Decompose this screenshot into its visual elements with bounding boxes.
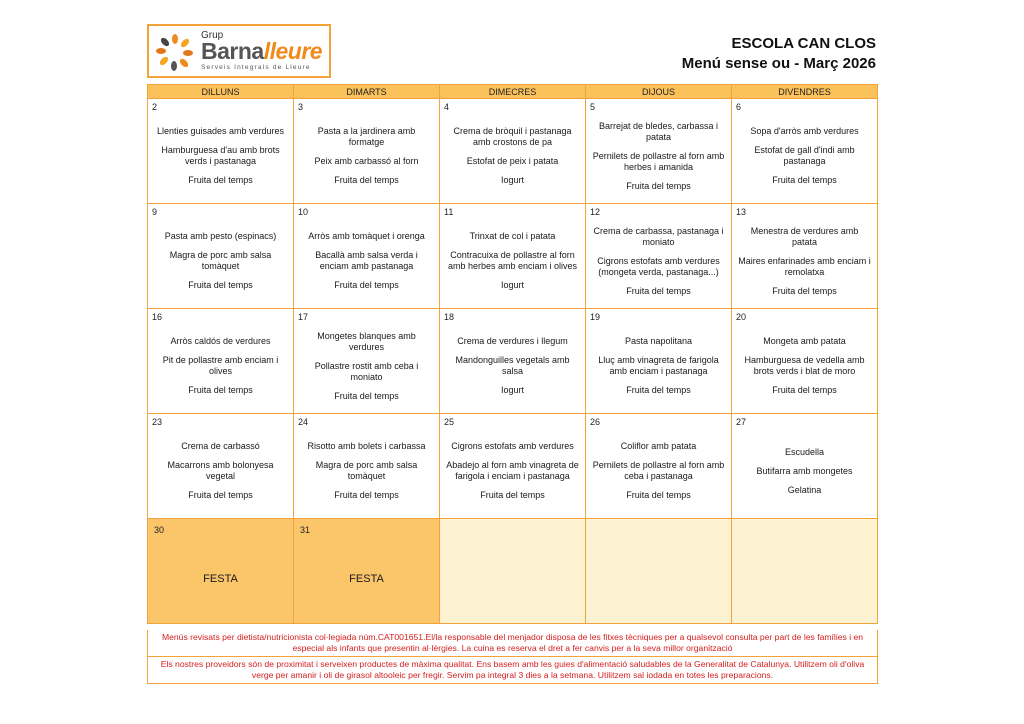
day-number: 27 bbox=[736, 417, 747, 427]
day-number: 17 bbox=[298, 312, 309, 322]
dish-item: Fruita del temps bbox=[772, 285, 837, 296]
dish-list bbox=[446, 428, 579, 514]
weekday-header: DIVENDRES bbox=[732, 85, 878, 99]
dish-item: Pollastre rostit amb ceba i moniato bbox=[314, 360, 419, 382]
day-cell bbox=[294, 204, 440, 309]
week-row bbox=[148, 99, 878, 204]
day-number: 9 bbox=[152, 207, 158, 217]
dish-item: Fruita del temps bbox=[188, 175, 253, 185]
day-number: 10 bbox=[298, 207, 309, 217]
dish-item: Abadejo al forn amb vinagreta de farigola i enciam i pastanaga bbox=[446, 460, 579, 481]
dish-item: Fruita del temps bbox=[188, 490, 253, 500]
day-cell bbox=[586, 519, 732, 624]
weekday-header: DILLUNS bbox=[148, 85, 294, 99]
dish-list bbox=[592, 428, 725, 514]
dish-list bbox=[300, 428, 433, 514]
day-number: 31 bbox=[300, 525, 311, 535]
dish-list bbox=[154, 113, 287, 199]
dish-list bbox=[154, 428, 287, 514]
dish-item: Pernilets de pollastre al forn amb herbes i amanida bbox=[592, 150, 725, 172]
day-cell bbox=[732, 519, 878, 624]
dish-item: Iogurt bbox=[500, 175, 524, 185]
weekday-header: DIMARTS bbox=[294, 85, 440, 99]
dish-list bbox=[738, 323, 871, 409]
day-cell bbox=[440, 204, 586, 309]
dish-item: Macarrons amb bolonyesa vegetal bbox=[167, 460, 274, 481]
week-row bbox=[148, 519, 878, 624]
day-cell bbox=[148, 309, 294, 414]
dish-list bbox=[592, 218, 725, 304]
day-cell bbox=[732, 99, 878, 204]
dish-item: Crema de carbassó bbox=[181, 441, 260, 451]
dish-item: Fruita del temps bbox=[772, 175, 837, 185]
weekday-header: DIJOUS bbox=[586, 85, 732, 99]
dish-item: Cigrons estofats amb verdures (mongeta verda, pastanaga...) bbox=[597, 255, 720, 277]
dish-item: Cigrons estofats amb verdures bbox=[451, 441, 574, 451]
dish-item: Arròs amb tomàquet i orenga bbox=[308, 231, 425, 241]
day-cell bbox=[294, 414, 440, 519]
dish-item: Maires enfarinades amb enciam i remolatxa bbox=[738, 255, 871, 277]
suppliers-note: Els nostres proveidors són de proximitat i serveixen productes de màxima qualitat. Ens basem amb les guies d'alimentació saludables de la Generalitat de Catalunya. Utilitzem oli d'oliva verge per amanir i oli de girasol altooleic per fregir. Servim pa integral 3 dies a la setmana. Utilitzem sal iodada en totes les preparacions. bbox=[148, 656, 877, 683]
day-number: 19 bbox=[590, 312, 601, 322]
day-number: 13 bbox=[736, 207, 747, 217]
dish-item: Mongetes blanques amb verdures bbox=[317, 330, 416, 352]
day-number: 18 bbox=[444, 312, 455, 322]
dish-list bbox=[738, 218, 871, 304]
dish-item: Pernilets de pollastre al forn amb ceba i pastanaga bbox=[592, 460, 725, 481]
day-number: 4 bbox=[444, 102, 450, 112]
dish-item: Sopa d'arròs amb verdures bbox=[750, 126, 859, 136]
dish-item: Crema de verdures i llegum bbox=[457, 336, 568, 346]
day-number: 26 bbox=[590, 417, 601, 427]
footer-notes bbox=[147, 630, 878, 684]
dish-item: Escudella bbox=[784, 446, 825, 457]
dish-item: Fruita del temps bbox=[626, 285, 691, 296]
dish-item: Peix amb carbassó al forn bbox=[314, 156, 419, 166]
day-cell bbox=[732, 309, 878, 414]
dish-item: Bacallà amb salsa verda i enciam amb pastanaga bbox=[315, 250, 418, 271]
day-number: 16 bbox=[152, 312, 163, 322]
sun-logo-icon bbox=[155, 32, 195, 72]
dish-item: Arròs caldós de verdures bbox=[170, 336, 271, 346]
dish-item: Pasta napolitana bbox=[624, 336, 693, 346]
day-cell bbox=[440, 414, 586, 519]
day-number: 11 bbox=[444, 207, 454, 217]
day-cell bbox=[440, 99, 586, 204]
day-cell bbox=[586, 204, 732, 309]
menu-title: Menú sense ou - Març 2026 bbox=[681, 55, 876, 72]
day-cell bbox=[148, 99, 294, 204]
day-number: 2 bbox=[152, 102, 158, 112]
dish-list bbox=[300, 323, 433, 409]
logo-grup-text: Grup bbox=[201, 30, 224, 41]
dish-list bbox=[738, 113, 871, 199]
holiday-label: FESTA bbox=[349, 573, 384, 585]
logo-wordmark-part1: Barna bbox=[201, 38, 264, 64]
logo-wordmark bbox=[201, 38, 322, 64]
week-row bbox=[148, 309, 878, 414]
day-cell bbox=[586, 414, 732, 519]
day-cell bbox=[732, 204, 878, 309]
school-name: ESCOLA CAN CLOS bbox=[731, 35, 876, 52]
dish-item: Fruita del temps bbox=[626, 180, 691, 191]
day-number: 25 bbox=[444, 417, 455, 427]
dish-list bbox=[154, 218, 287, 304]
dietitian-note: Menús revisats per dietista/nutricionista col·legiada núm.CAT001651.El/la responsable del menjador disposa de les fitxes tècniques per a qualsevol consulta per part de les famílies i en especial als infants que presentin al·lèrgies. La cuina es reserva el dret a fer canvis per a la seva millor organització bbox=[161, 632, 864, 653]
title-block bbox=[682, 34, 876, 74]
dish-item: Gelatina bbox=[787, 484, 822, 495]
menu-calendar bbox=[147, 84, 878, 624]
day-number: 30 bbox=[154, 525, 165, 535]
holiday-label: FESTA bbox=[203, 573, 238, 585]
day-number: 24 bbox=[298, 417, 309, 427]
dish-item: Fruita del temps bbox=[188, 385, 253, 395]
dish-item: Lluç amb vinagreta de farigola amb enciam i pastanaga bbox=[598, 355, 719, 376]
dish-item: Hamburguesa de vedella amb brots verds i blat de moro bbox=[744, 355, 865, 376]
dish-item: Fruita del temps bbox=[334, 490, 399, 500]
day-number: 6 bbox=[736, 102, 742, 112]
dish-list bbox=[446, 113, 579, 199]
dish-item: Trinxat de col i patata bbox=[469, 231, 556, 241]
dish-item: Magra de porc amb salsa tomàquet bbox=[315, 460, 418, 481]
day-cell bbox=[294, 519, 440, 624]
dish-item: Fruita del temps bbox=[188, 280, 253, 290]
dish-list bbox=[592, 323, 725, 409]
dish-item: Fruita del temps bbox=[626, 490, 691, 500]
logo-wordmark-part2: lleure bbox=[263, 38, 323, 64]
dish-item: Estofat de peix i patata bbox=[466, 156, 559, 166]
dish-item: Risotto amb bolets i carbassa bbox=[307, 441, 426, 451]
day-number: 3 bbox=[298, 102, 304, 112]
weekday-header: DIMECRES bbox=[440, 85, 586, 99]
dish-item: Fruita del temps bbox=[480, 490, 545, 500]
dish-item: Fruita del temps bbox=[334, 175, 399, 185]
day-cell bbox=[732, 414, 878, 519]
dish-list bbox=[446, 218, 579, 304]
dish-item: Coliflor amb patata bbox=[620, 441, 697, 451]
day-cell bbox=[586, 99, 732, 204]
dish-item: Pit de pollastre amb enciam i olives bbox=[162, 355, 279, 376]
dish-item: Iogurt bbox=[500, 280, 524, 290]
dish-item: Pasta a la jardinera amb formatge bbox=[317, 126, 416, 147]
day-number: 23 bbox=[152, 417, 163, 427]
dish-list bbox=[592, 113, 725, 199]
dish-item: Barrejat de bledes, carbassa i patata bbox=[598, 120, 719, 142]
day-cell bbox=[148, 204, 294, 309]
dish-item: Pasta amb pesto (espinacs) bbox=[164, 231, 277, 241]
day-cell bbox=[148, 519, 294, 624]
dish-item: Hamburguesa d'au amb brots verds i pastanaga bbox=[161, 145, 280, 166]
dish-item: Iogurt bbox=[500, 385, 524, 395]
week-row bbox=[148, 414, 878, 519]
dish-item: Crema de carbassa, pastanaga i moniato bbox=[593, 225, 724, 247]
dish-item: Contracuixa de pollastre al forn amb herbes amb enciam i olives bbox=[447, 250, 578, 271]
day-cell bbox=[294, 99, 440, 204]
logo-tagline: Serveis Integrals de Lleure bbox=[201, 64, 311, 71]
company-logo bbox=[147, 24, 331, 78]
day-cell bbox=[586, 309, 732, 414]
dish-list bbox=[154, 323, 287, 409]
dish-item: Estofat de gall d'indi amb pastanaga bbox=[754, 145, 855, 166]
day-cell bbox=[440, 309, 586, 414]
dish-item: Fruita del temps bbox=[334, 280, 399, 290]
dish-list bbox=[300, 218, 433, 304]
dish-item: Fruita del temps bbox=[626, 385, 691, 395]
dish-item: Butifarra amb mongetes bbox=[756, 465, 853, 476]
day-cell bbox=[148, 414, 294, 519]
dish-item: Mandonguilles vegetals amb salsa bbox=[455, 355, 570, 376]
dish-item: Llenties guisades amb verdures bbox=[156, 126, 285, 136]
dish-item: Magra de porc amb salsa tomàquet bbox=[169, 250, 272, 271]
day-number: 20 bbox=[736, 312, 747, 322]
weekday-header-row bbox=[148, 85, 878, 99]
day-number: 12 bbox=[590, 207, 601, 217]
dish-list bbox=[446, 323, 579, 409]
week-row bbox=[148, 204, 878, 309]
dish-item: Mongeta amb patata bbox=[763, 336, 846, 346]
day-cell bbox=[294, 309, 440, 414]
dish-item: Fruita del temps bbox=[772, 385, 837, 395]
dish-list bbox=[300, 113, 433, 199]
day-cell bbox=[440, 519, 586, 624]
dish-item: Crema de bròquil i pastanaga amb crostons de pa bbox=[453, 126, 572, 147]
dish-item: Menestra de verdures amb patata bbox=[750, 225, 859, 247]
dish-list bbox=[738, 428, 871, 514]
dish-item: Fruita del temps bbox=[334, 390, 399, 401]
day-number: 5 bbox=[590, 102, 596, 112]
